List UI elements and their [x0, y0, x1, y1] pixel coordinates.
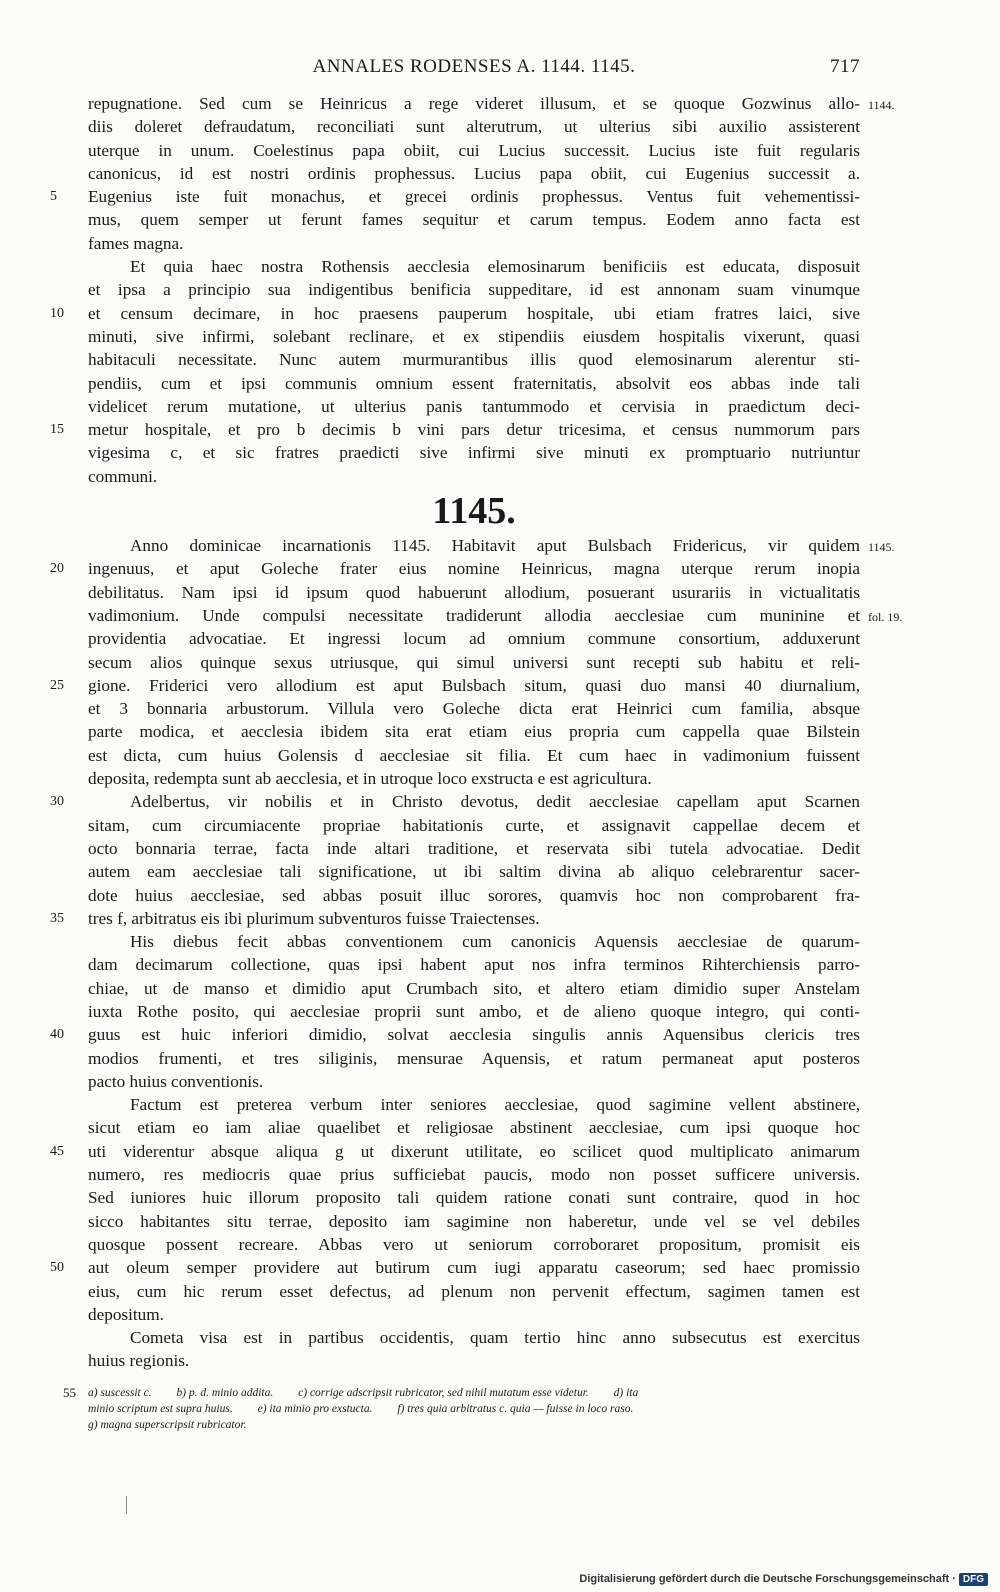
line-number: 35 — [50, 910, 64, 926]
text-line: huius regionis. — [88, 1351, 190, 1371]
footnote: minio scriptum est supra huius. — [88, 1403, 233, 1415]
line-number: 5 — [50, 189, 57, 205]
digitization-credit — [579, 1573, 988, 1586]
footnote: f) tres quia arbitratus c. quia — fuisse in loco raso. — [397, 1403, 634, 1415]
text-line: octo bonnaria terrae, facta inde altari traditione, et reservata sibi tutela advocatiae. Dedit — [88, 838, 860, 858]
text-line: et ipsa a principio sua indigentibus benificia suppeditare, id est annonam suam vinumque — [88, 280, 860, 300]
dfg-logo: DFG — [959, 1573, 988, 1586]
footnote: a) suscessit c. — [88, 1387, 152, 1399]
text-line: 5 Eugenius iste fuit monachus, et grecei ordinis prophessus. Ventus fuit vehementissi- — [88, 185, 860, 208]
year-heading: 1145. — [432, 490, 516, 533]
text-line: Factum est preterea verbum inter seniores aecclesiae, quod sagimine vellent abstinere, — [130, 1095, 860, 1115]
line-number: 55 — [63, 1385, 76, 1400]
text-line: repugnatione. Sed cum se Heinricus a rege videret illusum, et se quoque Gozwinus allo- 1144. — [88, 92, 860, 115]
margin-year-note: 1144. — [868, 98, 895, 112]
footnote-line — [88, 1417, 860, 1433]
text-line: sicut etiam eo iam aliae quaelibet et religiosae abstinent aecclesiae, cum ipsi quoque hoc — [88, 1118, 860, 1138]
text-line: vadimonium. Unde compulsi necessitate tradiderunt allodia aecclesiae cum muninine et fol. 19. — [88, 604, 860, 627]
footnote: d) ita — [613, 1387, 639, 1399]
text-line: pendiis, cum et ipsi communis omnium essent fraternitatis, absolvit eos abbas inde tali — [88, 373, 860, 393]
text-line: habitaculi necessitate. Nunc autem murmurantibus illis quod elemosinarum alerentur sti- — [88, 350, 860, 370]
text-line: canonicus, id est nostri ordinis prophessus. Lucius papa obiit, cui Eugenius successit a. — [88, 163, 860, 183]
line-number: 15 — [50, 422, 64, 438]
text-line: videlicet rerum mutatione, ut ulterius panis tantummodo et cervisia in praedictum deci- — [88, 396, 860, 416]
footnote: g) magna superscripsit rubricator. — [88, 1419, 247, 1431]
text-line: dote huius aecclesiae, sed abbas posuit illuc sorores, quamvis hoc non comprobarent fra- — [88, 885, 860, 905]
text-line: mus, quem semper ut ferunt fames sequitur et carum tempus. Eodem anno facta est — [88, 210, 860, 230]
footnote: c) corrige adscripsit rubricator, sed nihil mutatum esse videtur. — [298, 1387, 589, 1399]
text-line: providentia advocatiae. Et ingressi locum ad omnium commune consortium, adduxerunt — [88, 629, 860, 649]
running-title: ANNALES RODENSES A. 1144. 1145. — [312, 56, 636, 77]
text-line: uterque in unum. Coelestinus papa obiit, cui Lucius successit. Lucius iste fuit regularis — [88, 140, 860, 160]
text-line: modios frumenti, et tres siliginis, mensurae Aquensis, et ratum permaneat aput posteros — [88, 1048, 860, 1068]
text-line: 25 gione. Friderici vero allodium est aput Bulsbach situm, quasi duo mansi 40 diurnalium, — [88, 674, 860, 697]
margin-year-note: 1145. — [868, 540, 895, 555]
text-line: Anno dominicae incarnationis 1145. Habitavit aput Bulsbach Fridericus, vir quidem 1145. — [88, 534, 860, 557]
text-line: Sed iuniores huic illorum proposito tali quidem ratione conati sunt contraire, quod in hoc — [88, 1188, 860, 1208]
text-line: 20 ingenuus, et aput Goleche frater eius nomine Heinricus, magna uterque rerum inopia — [88, 557, 860, 580]
text-line: sicco habitantes situ terrae, deposito iam sagimine non haberetur, unde vel se vel debiles — [88, 1211, 860, 1231]
text-line: parte modica, et aecclesia ibidem sita erat etiam eius propria cum cappella quae Bilstein — [88, 722, 860, 742]
text-line: dam decimarum collectione, quas ipsi habent aput nos infra terminos Rihterchiensis parro- — [88, 955, 860, 975]
text-line: est dicta, cum huius Golensis d aecclesiae sit filia. Et cum haec in vadimonium fuissent — [88, 745, 860, 765]
text-line: deposita, redempta sunt ab aecclesia, et in utroque loco exstructa e est agricultura. — [88, 769, 652, 789]
text-line: secum alios quinque sexus utriusque, qui simul universi sunt recepti sub habitu et reli- — [88, 652, 860, 672]
text-line: 35 tres f, arbitratus eis ibi plurimum subventuros fuisse Traiectenses. — [88, 907, 860, 930]
footnote-line — [88, 1401, 860, 1417]
line-number: 30 — [50, 794, 64, 810]
text-line: communi. — [88, 466, 158, 486]
footnote: b) p. d. minio addita. — [176, 1387, 274, 1399]
text-line: iuxta Rothe posito, qui aecclesiae proprii sunt ambo, et de alieno quoque integro, qui conti- — [88, 1001, 860, 1021]
text-line: 50 aut oleum semper providere aut butirum cum iugi apparatu caseorum; sed haec promissio — [88, 1256, 860, 1279]
text-line: debilitatus. Nam ipsi id ipsum quod habuerunt allodium, posuerant usurariis in victualitatis — [88, 582, 860, 602]
text-line: et 3 bonnaria arbustorum. Villula vero Goleche dicta erat Heinrici cum familia, absque — [88, 699, 860, 719]
text-line: diis doleret defraudatum, reconciliati sunt alterutrum, ut ulterius sibi auxilio assisterent — [88, 117, 860, 137]
footnote: e) ita minio pro exstucta. — [257, 1403, 373, 1415]
line-number: 45 — [50, 1143, 64, 1159]
page-number: 717 — [830, 56, 860, 77]
text-line: chiae, ut de manso et dimidio aput Crumbach sito, et altero etiam dimidio super Anstelam — [88, 978, 860, 998]
text-line: 40 guus est huic inferiori dimidio, solvat aecclesia singulis annis Aquensibus clericis tres — [88, 1023, 860, 1046]
main-text — [50, 92, 903, 1373]
text-line: vigesima c, et sic fratres praedicti sive infirmi sive minuti ex promptuario nutriuntur — [88, 443, 860, 463]
footnotes — [63, 1385, 860, 1433]
footnote-line — [63, 1385, 860, 1401]
line-number: 50 — [50, 1260, 64, 1276]
text-line: minuti, sive infirmi, solebant reclinare, et ex stipendiis eiusdem hospitalis vixerunt, quasi — [88, 326, 860, 346]
text-line: His diebus fecit abbas conventionem cum canonicis Aquensis aecclesiae de quarum- — [130, 932, 860, 952]
line-number: 25 — [50, 677, 64, 693]
text-line: 45 uti viderentur absque aliqua g ut dixerunt utilitate, eo scilicet quod multiplicato animarum — [88, 1140, 860, 1163]
text-line: eius, cum hic rerum esset defectus, ad plenum non pervenit effectum, sagimen tamen est — [88, 1281, 860, 1301]
margin-folio-note: fol. 19. — [868, 609, 903, 624]
text-line: fames magna. — [88, 233, 184, 253]
text-line: 15 metur hospitale, et pro b decimis b vini pars detur tricesima, et census nummorum pars — [88, 418, 860, 441]
line-number: 10 — [50, 305, 64, 321]
text-line: Cometa visa est in partibus occidentis, quam tertio hinc anno subsecutus est exercitus — [130, 1328, 860, 1348]
line-number: 20 — [50, 561, 64, 577]
credit-text: Digitalisierung gefördert durch die Deutsche Forschungsgemeinschaft · — [579, 1573, 956, 1585]
running-header — [88, 56, 860, 84]
text-line: Et quia haec nostra Rothensis aecclesia elemosinarum benificiis est educata, disposuit — [130, 257, 860, 277]
text-line: 10 et censum decimare, in hoc praesens pauperum hospitale, ubi etiam fratres laici, sive — [88, 302, 860, 325]
text-line: depositum. — [88, 1304, 164, 1324]
text-line: pacto huius conventionis. — [88, 1071, 264, 1091]
text-line: 30 Adelbertus, vir nobilis et in Christo devotus, dedit aecclesiae capellam aput Scarnen — [88, 790, 860, 813]
text-line: autem eam aecclesiae tali significatione, ut ibi saltim divina ab aliquo celebrarentur sacer- — [88, 862, 860, 882]
page-mark — [126, 1496, 127, 1514]
line-number: 40 — [50, 1027, 64, 1043]
text-line: quosque possent recreare. Abbas vero ut seniorum corroboraret propositum, promisit eis — [88, 1234, 860, 1254]
text-line: sitam, cum circumiacente propriae habitationis curte, et assignavit cappellae decem et — [88, 815, 860, 835]
text-line: numero, res mediocris quae prius sufficiebat paucis, modo non posset sufficere universis. — [88, 1165, 860, 1185]
